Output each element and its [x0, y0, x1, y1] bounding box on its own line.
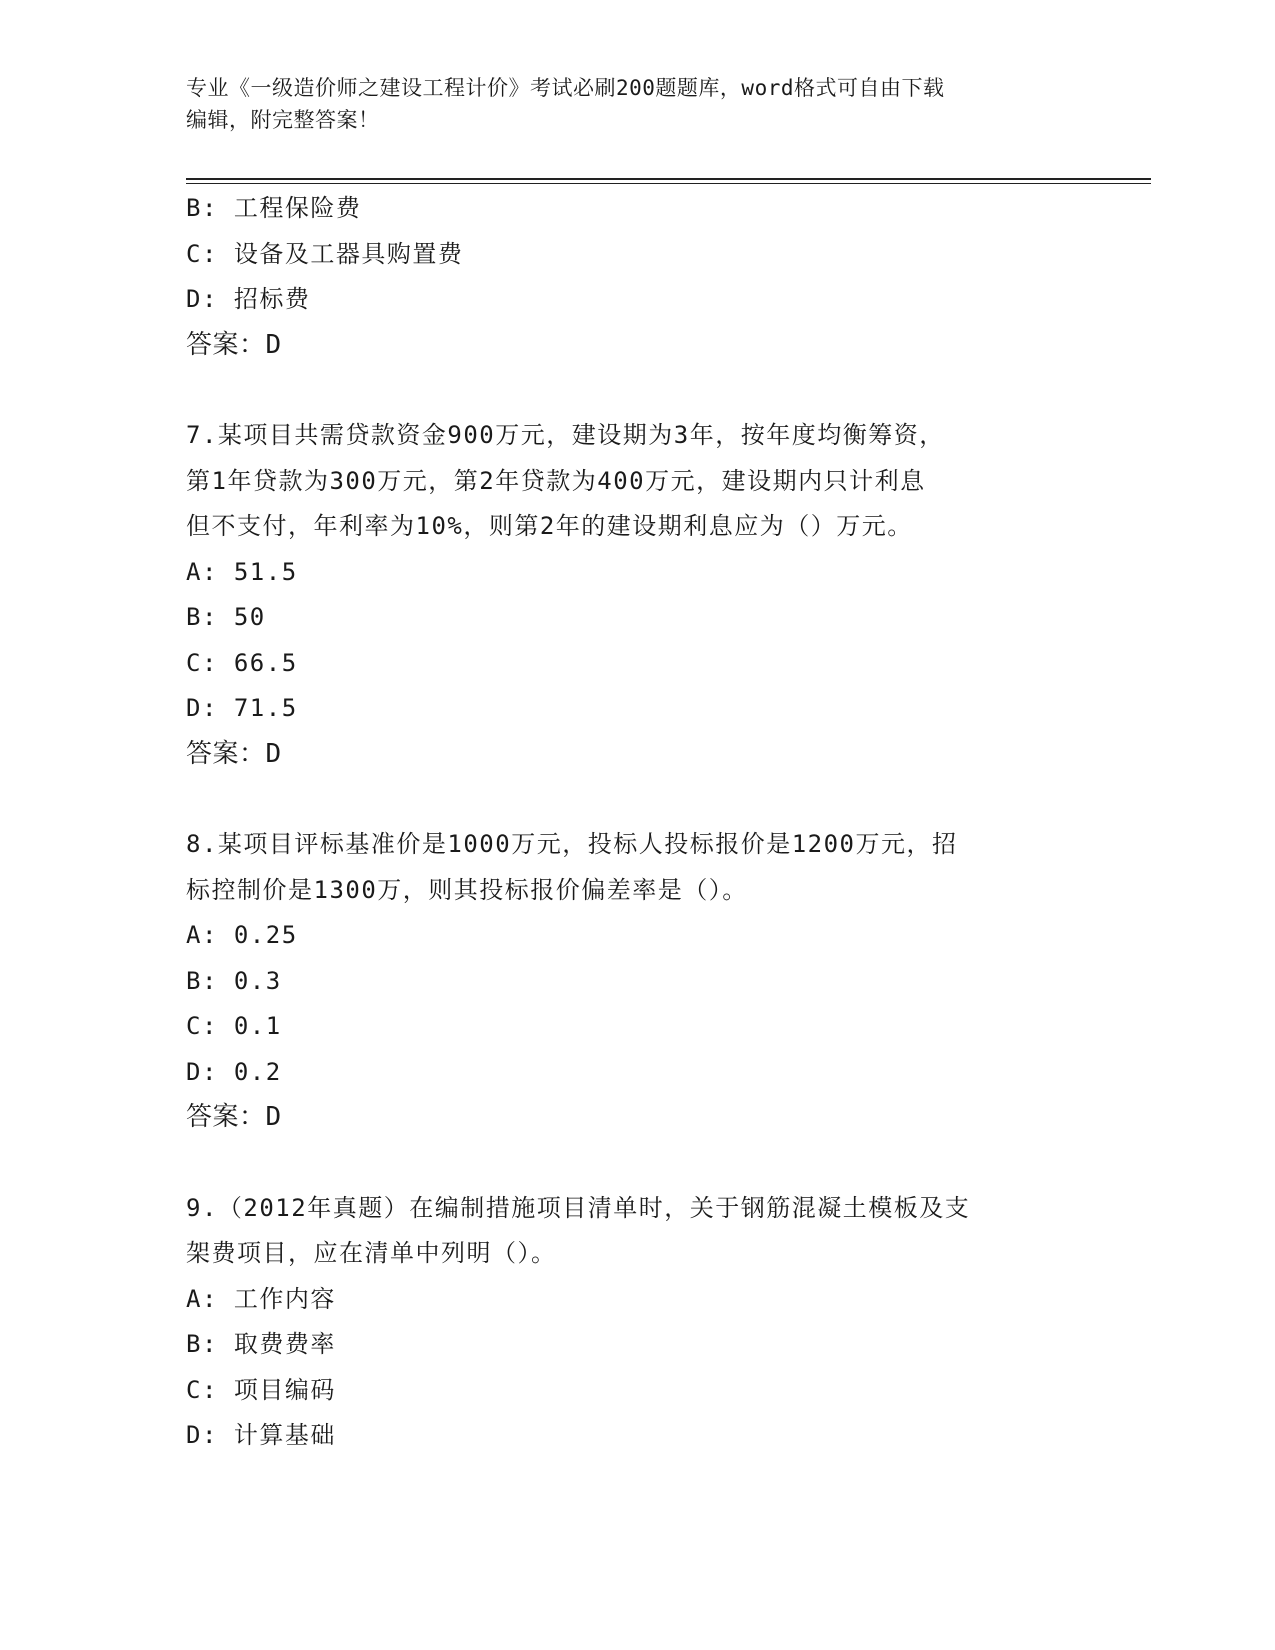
option-a: A: 51.5 — [186, 557, 298, 586]
question-stem-line: 9.（2012年真题）在编制措施项目清单时，关于钢筋混凝土模板及支 — [186, 1193, 971, 1222]
question-stem-line: 架费项目，应在清单中列明（）。 — [186, 1239, 557, 1267]
option-b: B: 工程保险费 — [186, 194, 362, 222]
question-stem-line: 8.某项目评标基准价是1000万元，投标人投标报价是1200万元，招 — [186, 830, 958, 858]
answer-line: 答案：D — [186, 329, 282, 360]
question-stem-line: 第1年贷款为300万元，第2年贷款为400万元，建设期内只计利息 — [186, 466, 926, 495]
option-c: C: 66.5 — [186, 648, 298, 677]
answer-line: 答案：D — [186, 738, 282, 769]
question-6-tail — [186, 186, 1086, 368]
header-title-line-2: 编辑，附完整答案！ — [186, 108, 380, 132]
question-9 — [186, 1186, 1086, 1459]
option-d: D: 计算基础 — [186, 1421, 336, 1449]
document-header — [186, 72, 1066, 136]
option-d: D: 71.5 — [186, 694, 298, 722]
question-stem-line: 7.某项目共需贷款资金900万元，建设期为3年，按年度均衡筹资， — [186, 421, 945, 449]
option-a: A: 0.25 — [186, 921, 298, 949]
option-b: B: 取费费率 — [186, 1330, 336, 1358]
header-rule-thin — [186, 183, 1151, 184]
option-c: C: 0.1 — [186, 1012, 282, 1040]
option-d: D: 0.2 — [186, 1057, 282, 1086]
header-title-line-1: 专业《一级造价师之建设工程计价》考试必刷200题题库，word格式可自由下载 — [186, 76, 945, 100]
question-7 — [186, 413, 1086, 777]
option-a: A: 工作内容 — [186, 1284, 336, 1313]
option-c: C: 设备及工器具购置费 — [186, 239, 464, 268]
question-stem-line: 但不支付，年利率为10%，则第2年的建设期利息应为（）万元。 — [186, 512, 913, 540]
option-b: B: 50 — [186, 603, 266, 631]
option-b: B: 0.3 — [186, 966, 282, 995]
option-c: C: 项目编码 — [186, 1375, 336, 1404]
question-8 — [186, 822, 1086, 1141]
answer-line: 答案：D — [186, 1102, 282, 1132]
option-d: D: 招标费 — [186, 285, 311, 313]
question-stem-line: 标控制价是1300万，则其投标报价偏差率是（）。 — [186, 875, 748, 904]
header-rule-thick — [186, 178, 1151, 180]
question-list — [186, 186, 1086, 1459]
